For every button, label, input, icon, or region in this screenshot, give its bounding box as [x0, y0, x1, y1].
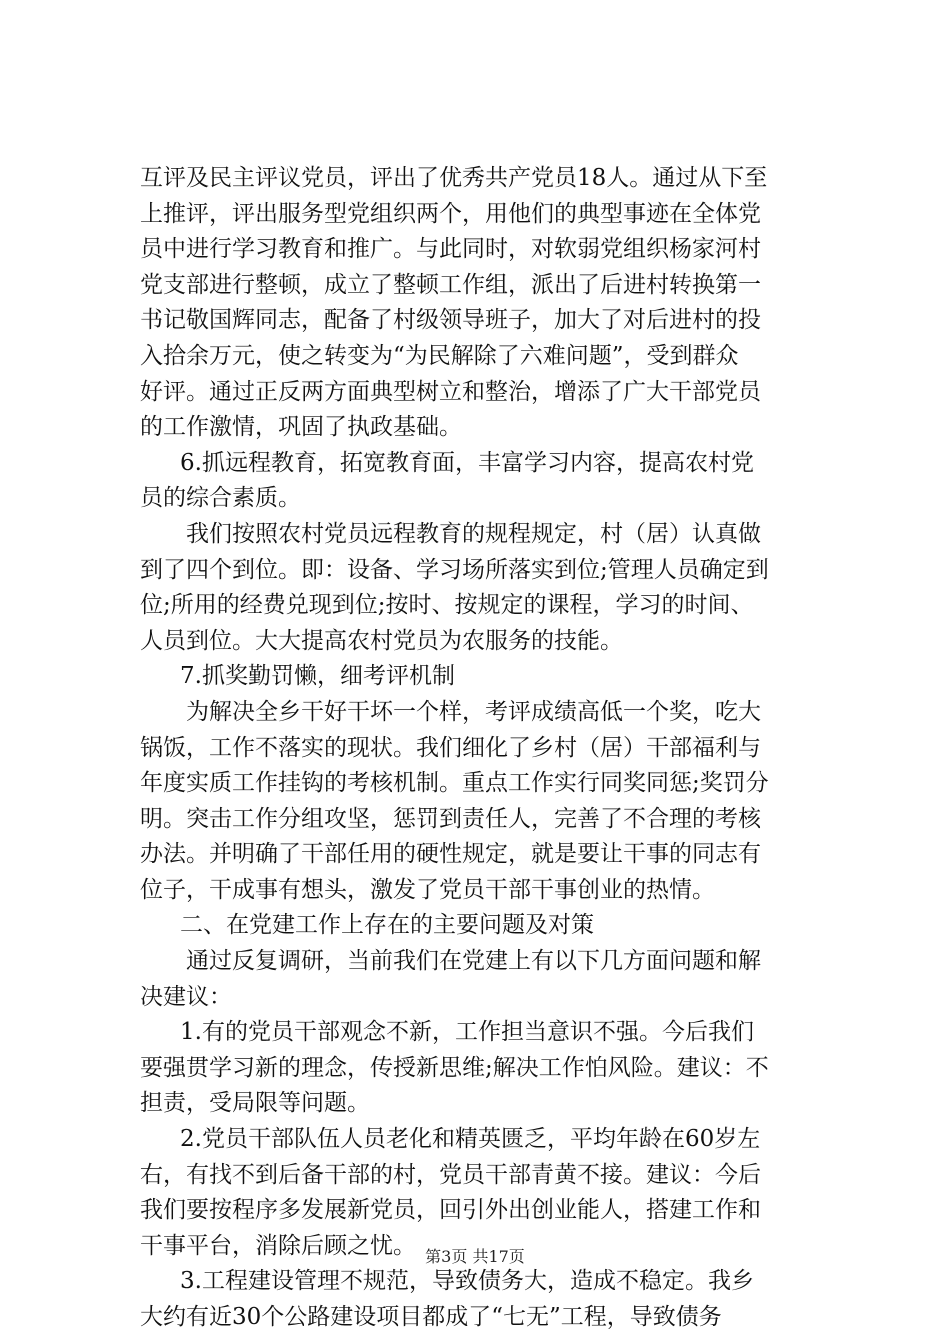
paragraph-start: 我们按照农村党员远程教育的规程规定，村（居）认真做 [186, 520, 761, 547]
paragraph-start: 通过反复调研，当前我们在党建上有以下几方面问题和解 [186, 948, 761, 975]
text-line: 决建议： [140, 983, 232, 1010]
text-line: 的工作激情，巩固了执政基础。 [140, 414, 462, 441]
list-item-start: 2.党员干部队伍人员老化和精英匮乏，平均年龄在60岁左 [180, 1126, 761, 1153]
text-line: 上推评，评出服务型党组织两个，用他们的典型事迹在全体党 [140, 200, 761, 227]
text-line: 好评。通过正反两方面典型树立和整治，增添了广大干部党员 [140, 378, 761, 405]
section-heading: 二、在党建工作上存在的主要问题及对策 [180, 912, 594, 939]
text-line: 互评及民主评议党员，评出了优秀共产党员18人。通过从下至 [140, 165, 768, 191]
document-body [140, 161, 835, 1336]
text-line: 人员到位。大大提高农村党员为农服务的技能。 [140, 627, 623, 654]
text-line: 我们要按程序多发展新党员，回引外出创业能人，搭建工作和 [140, 1197, 761, 1224]
section-heading: 6.抓远程教育，拓宽教育面，丰富学习内容，提高农村党 [180, 449, 754, 476]
text-line: 大约有近30个公路建设项目都成了“七无”工程，导致债务 [140, 1304, 722, 1330]
text-line: 位子，干成事有想头，激发了党员干部干事创业的热情。 [140, 876, 715, 903]
text-line: 右，有找不到后备干部的村，党员干部青黄不接。建议：今后 [140, 1161, 761, 1188]
list-item-start: 3.工程建设管理不规范，导致债务大，造成不稳定。我乡 [180, 1268, 754, 1295]
text-line: 明。突击工作分组攻坚，惩罚到责任人，完善了不合理的考核 [140, 805, 761, 832]
text-line: 锅饭，工作不落实的现状。我们细化了乡村（居）干部福利与 [140, 734, 761, 761]
text-line: 办法。并明确了干部任用的硬性规定，就是要让干事的同志有 [140, 841, 761, 868]
text-line: 要强贯学习新的理念，传授新思维;解决工作怕风险。建议：不 [140, 1054, 769, 1081]
text-line: 年度实质工作挂钩的考核机制。重点工作实行同奖同惩;奖罚分 [140, 770, 769, 797]
text-line: 到了四个到位。即：设备、学习场所落实到位;管理人员确定到 [140, 556, 769, 583]
text-line: 干事平台，消除后顾之忧。 [140, 1232, 416, 1259]
text-line: 员中进行学习教育和推广。与此同时，对软弱党组织杨家河村 [140, 236, 761, 263]
text-line: 担责，受局限等问题。 [140, 1090, 370, 1117]
list-item-start: 1.有的党员干部观念不新，工作担当意识不强。今后我们 [180, 1019, 754, 1046]
paragraph-start: 为解决全乡干好干坏一个样，考评成绩高低一个奖，吃大 [186, 698, 761, 725]
page-number-footer: 第3页 共17页 [425, 1247, 525, 1266]
text-line: 入拾余万元，使之转变为“为民解除了六难问题”，受到群众 [140, 342, 739, 369]
text-line: 党支部进行整顿，成立了整顿工作组，派出了后进村转换第一 [140, 271, 761, 298]
text-line: 员的综合素质。 [140, 485, 301, 512]
text-line: 书记敬国辉同志，配备了村级领导班子，加大了对后进村的投 [140, 307, 761, 334]
section-heading: 7.抓奖勤罚懒，细考评机制 [180, 663, 455, 690]
text-line: 位;所用的经费兑现到位;按时、按规定的课程，学习的时间、 [140, 592, 754, 619]
